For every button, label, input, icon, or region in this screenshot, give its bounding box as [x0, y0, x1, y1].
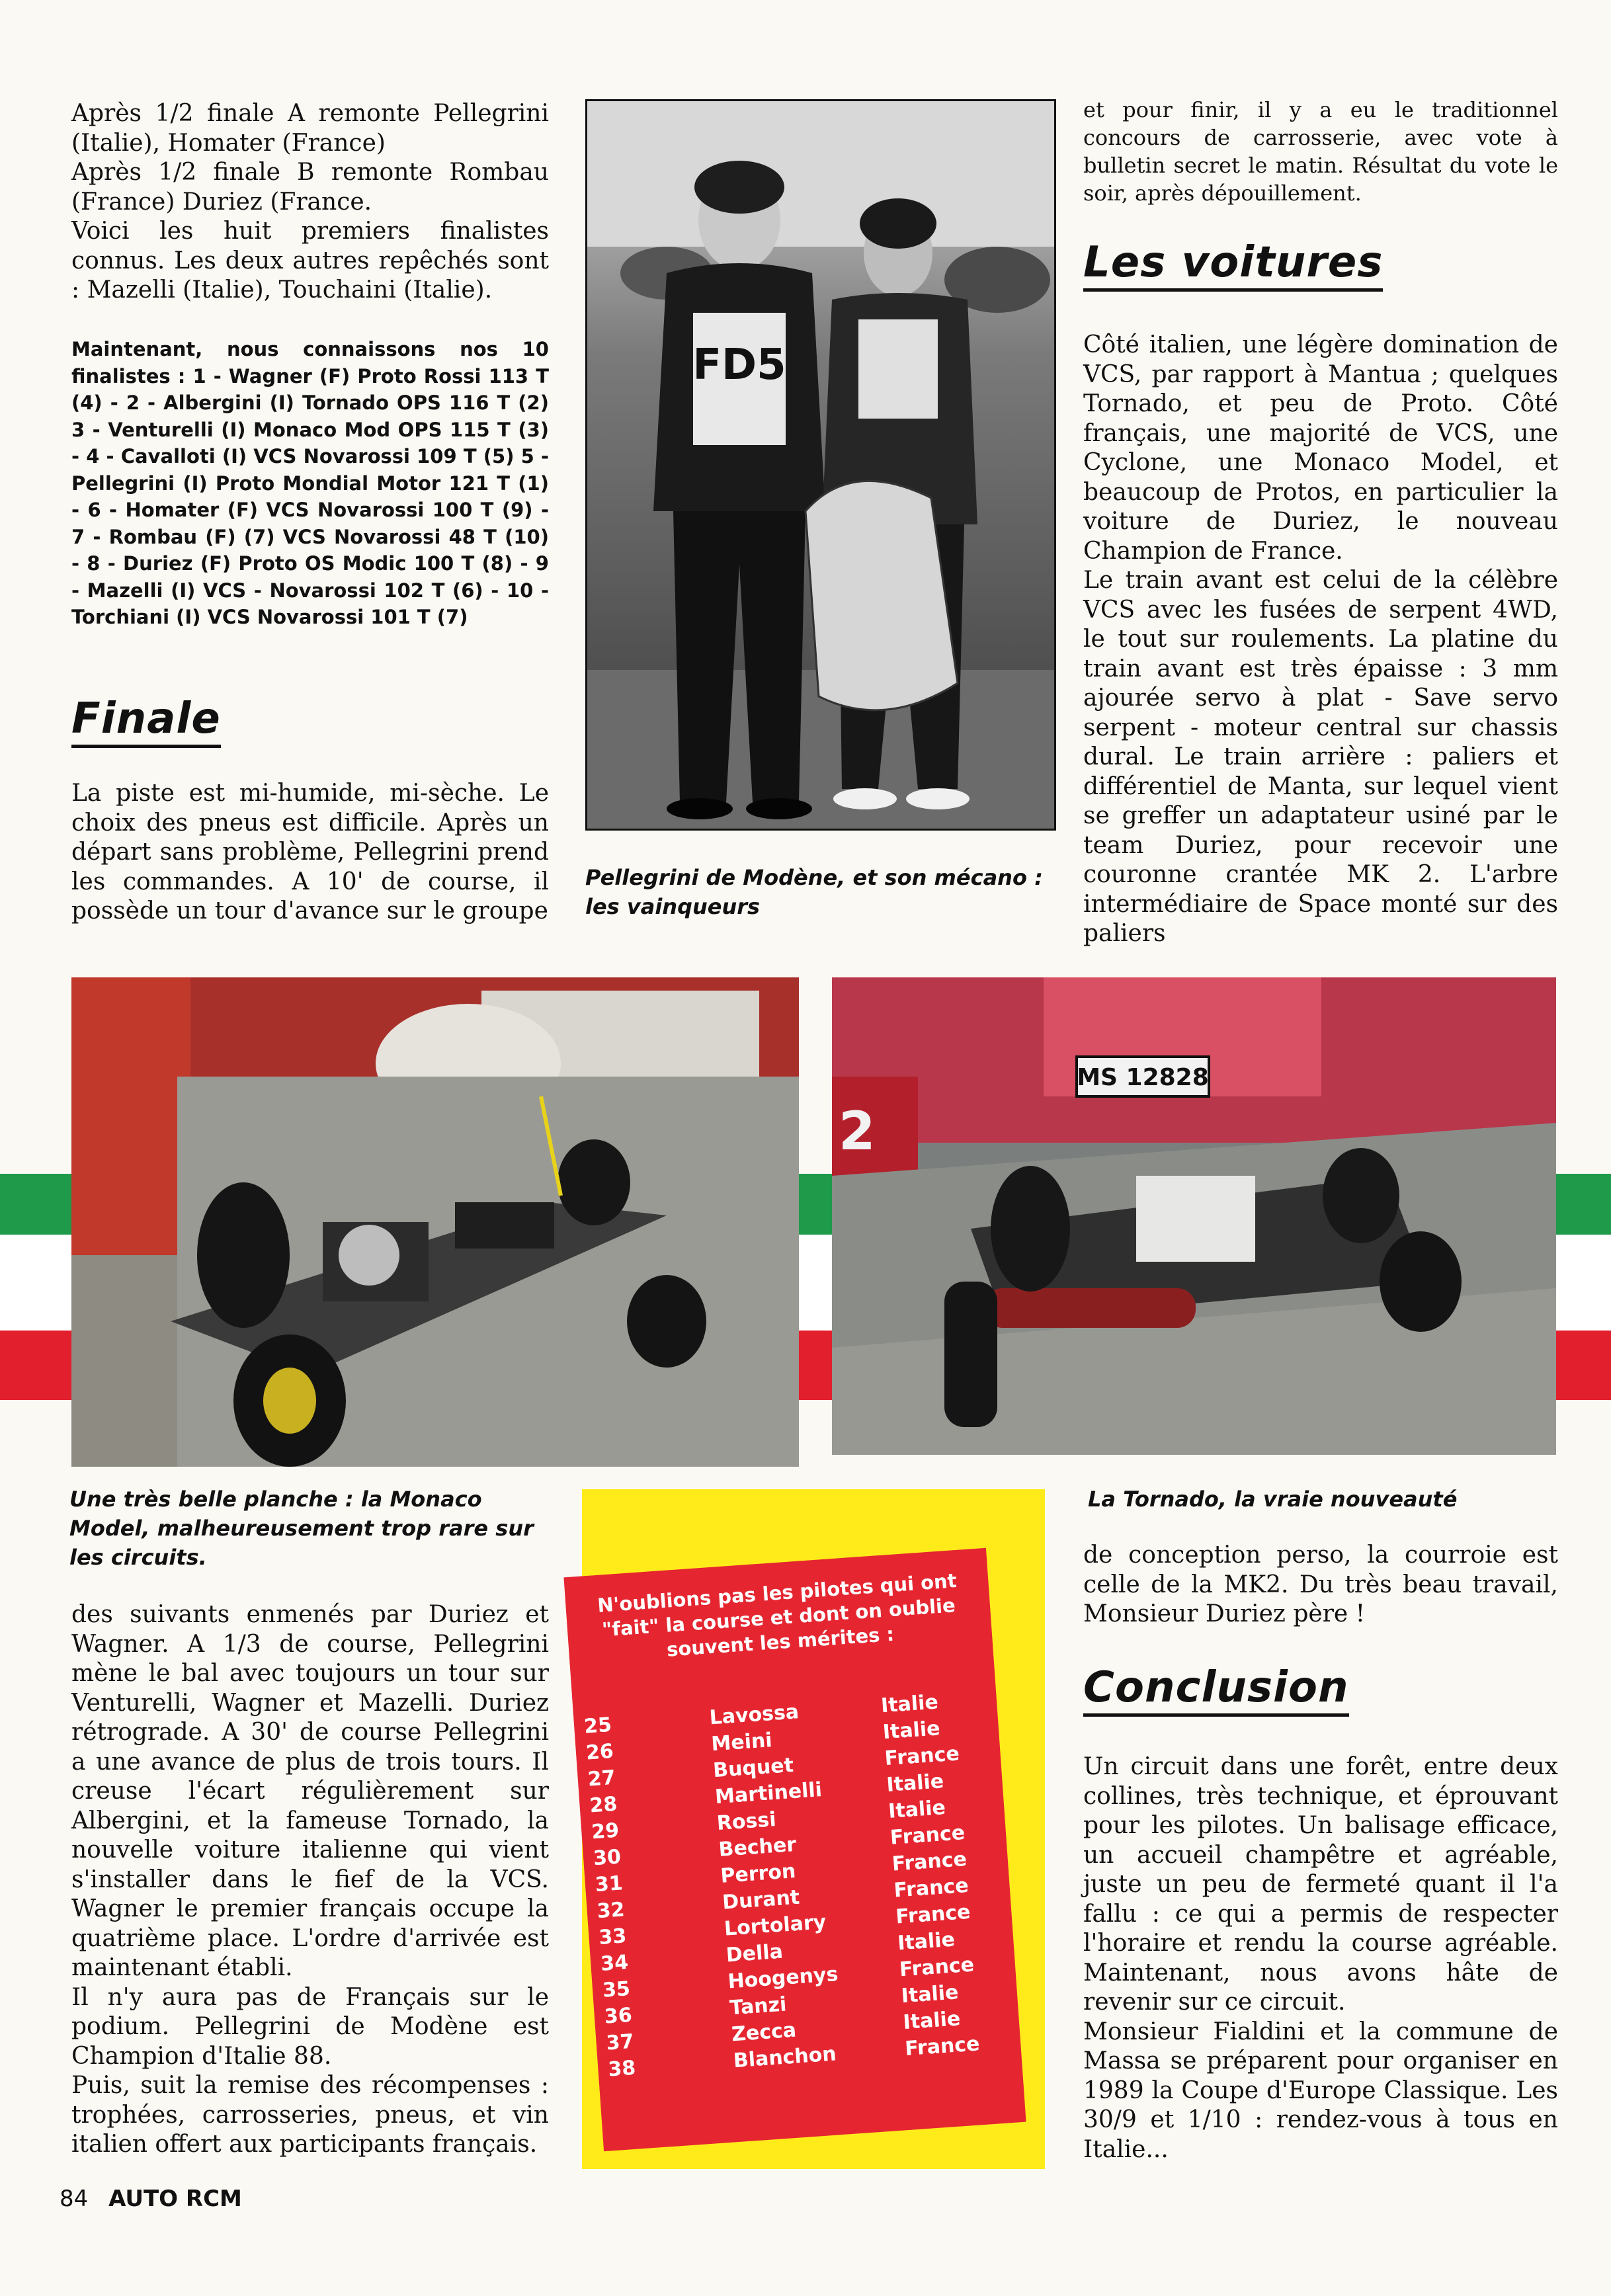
- voitures-heading: Les voitures: [1083, 238, 1383, 287]
- pilots-box-title: N'oublions pas les pilotes qui ont "fait" la course et dont on oublie souvent les mérites :: [597, 1569, 958, 1661]
- photo3-caption: La Tornado, la vraie nouveauté: [1088, 1487, 1458, 1512]
- conclusion-heading: Conclusion: [1083, 1663, 1349, 1712]
- voitures-paragraph-1: Côté italien, une légère domination de VCS, par rapport à Mantua ; quelques Tornado, et peu de Proto. Côté français, une majorité de VCS, une Cyclone, une Monaco Model, et beaucoup de Protos, en particulier la voiture de Duriez, le nouveau Champion de France.: [1083, 331, 1558, 565]
- voitures-conclusion-intro: de conception perso, la courroie est celle de la MK2. Du très beau travail, Monsieur Duriez père !: [1083, 1541, 1558, 1627]
- finale-heading: Finale: [71, 694, 221, 743]
- car-race-number: 2: [839, 1100, 876, 1162]
- photo1-caption: Pellegrini de Modène, et son mécano : les vainqueurs: [585, 865, 1043, 919]
- finale-text: La piste est mi-humide, mi-sèche. Le choix des pneus est difficile. Après un départ sans problème, Pellegrini prend les commandes. A 10' de course, il possède un tour d'avance sur le groupe: [71, 780, 549, 924]
- conclusion-text: [1083, 1752, 1558, 2164]
- intro-paragraph-2: Après 1/2 finale B remonte Rombau (France) Duriez (France.: [71, 159, 549, 216]
- conclusion-paragraph-1: Un circuit dans une forêt, entre deux collines, très technique, et éprouvant pour les pilotes. Un balisage efficace, un accueil champêtre et agréable, juste un peu de fermeté quant il l'a fallu : ce qui a permis de respecter l'horaire et rendu la course agréable. Maintenant, nous avons hâte de revenir sur ce circuit.: [1083, 1753, 1558, 2016]
- voitures-intro: et pour finir, il y a eu le traditionnel concours de carrosserie, avec vote à bulletin secret le matin. Résultat du vote le soir, après dépouillement.: [1083, 97, 1558, 206]
- pilots-list: 25 Lavossa Italie 26 Meini Italie 27 Buquet France 28 Martinelli Italie 29 Rossi Italie 30 Becher France 31 Perron France 32 Durant France 33 Lortolary France 34 Della Italie 35 Hoogenys France 36 Tanzi Italie 37 Zecca Italie 38 Blanchon France: [583, 1690, 981, 2082]
- photo-pellegrini-and-mechanic: [585, 99, 1056, 831]
- race-paragraph-1: des suivants enmenés par Duriez et Wagner. A 1/3 de course, Pellegrini mène le bal avec toujours un tour sur Venturelli, Wagner et Mazelli. Duriez rétrograde. A 30' de course Pellegrini a une avance de plus de trois tours. Il creuse l'écart régulièrement sur Albergini, et la fameuse Tornado, la nouvelle voiture italienne qui vient s'installer dans le fief de la VCS. Wagner le premier français occupe la quatrième place. L'ordre d'arrivée est maintenant établi.: [71, 1601, 549, 1981]
- voitures-paragraph-2: Le train avant est celui de la célèbre VCS avec les fusées de serpent 4WD, le tout sur roulements. La platine du train avant est très épaisse : 3 mm ajourée servo à plat - Save servo serpent - moteur central sur chassis dural. Le train arrière : paliers et différentiel de Manta, sur lequel vient se greffer un adaptateur usiné par le team Duriez, pour recevoir une couronne crantée MK 2. L'arbre intermédiaire de Space monté sur des paliers: [1083, 567, 1558, 947]
- race-report-continued: [71, 1600, 549, 2160]
- photo2-caption: Une très belle planche : la Monaco Model, malheureusement trop rare sur les circuits.: [69, 1487, 534, 1570]
- color-photo-illustration-1: [71, 977, 799, 1467]
- page-number: 84: [60, 2186, 89, 2212]
- page-footer: [60, 2186, 242, 2212]
- column-1-top: [71, 99, 549, 306]
- race-paragraph-3: Puis, suit la remise des récompenses : trophées, carrosseries, pneus, et vin italien offert aux participants français.: [71, 2072, 549, 2158]
- voitures-text: [1083, 331, 1558, 949]
- conclusion-paragraph-2: Monsieur Fialdini et la commune de Massa se préparent pour organiser en 1989 la Coupe d'Europe Classique. Les 30/9 et 1/10 : rendez-vous à tous en Italie...: [1083, 2018, 1558, 2163]
- bib-number: FD5: [692, 341, 786, 390]
- photo-monaco-model-car: [71, 977, 799, 1467]
- license-plate: MS 12828: [1077, 1064, 1209, 1091]
- color-photo-illustration-2: [832, 977, 1556, 1455]
- bw-photo-illustration: [587, 101, 1054, 829]
- photo-tornado-car: [832, 977, 1556, 1455]
- finalists-list: Maintenant, nous connaissons nos 10 finalistes : 1 - Wagner (F) Proto Rossi 113 T (4) - 2 - Albergini (I) Tornado OPS 116 T (2) 3 - Venturelli (I) Monaco Mod OPS 115 T (3) - 4 - Cavalloti (I) VCS Novarossi 109 T (5) 5 - Pellegrini (I) Proto Mondial Motor 121 T (1) - 6 - Homater (F) VCS Novarossi 100 T (9) - 7 - Rombau (F) (7) VCS Novarossi 48 T (10) - 8 - Duriez (F) Proto OS Modic 100 T (8) - 9 - Mazelli (I) VCS - Novarossi 102 T (6) - 10 - Torchiani (I) VCS Novarossi 101 T (7): [71, 338, 549, 628]
- intro-paragraph-3: Voici les huit premiers finalistes connus. Les deux autres repêchés sont : Mazelli (Italie), Touchaini (Italie).: [71, 218, 549, 304]
- race-paragraph-2: Il n'y aura pas de Français sur le podium. Pellegrini de Modène est Champion d'Italie 88.: [71, 1983, 549, 2070]
- magazine-name: AUTO RCM: [108, 2186, 242, 2212]
- pilots-box-red-panel: [563, 1548, 1026, 2152]
- intro-paragraph-1: Après 1/2 finale A remonte Pellegrini (Italie), Homater (France): [71, 100, 549, 157]
